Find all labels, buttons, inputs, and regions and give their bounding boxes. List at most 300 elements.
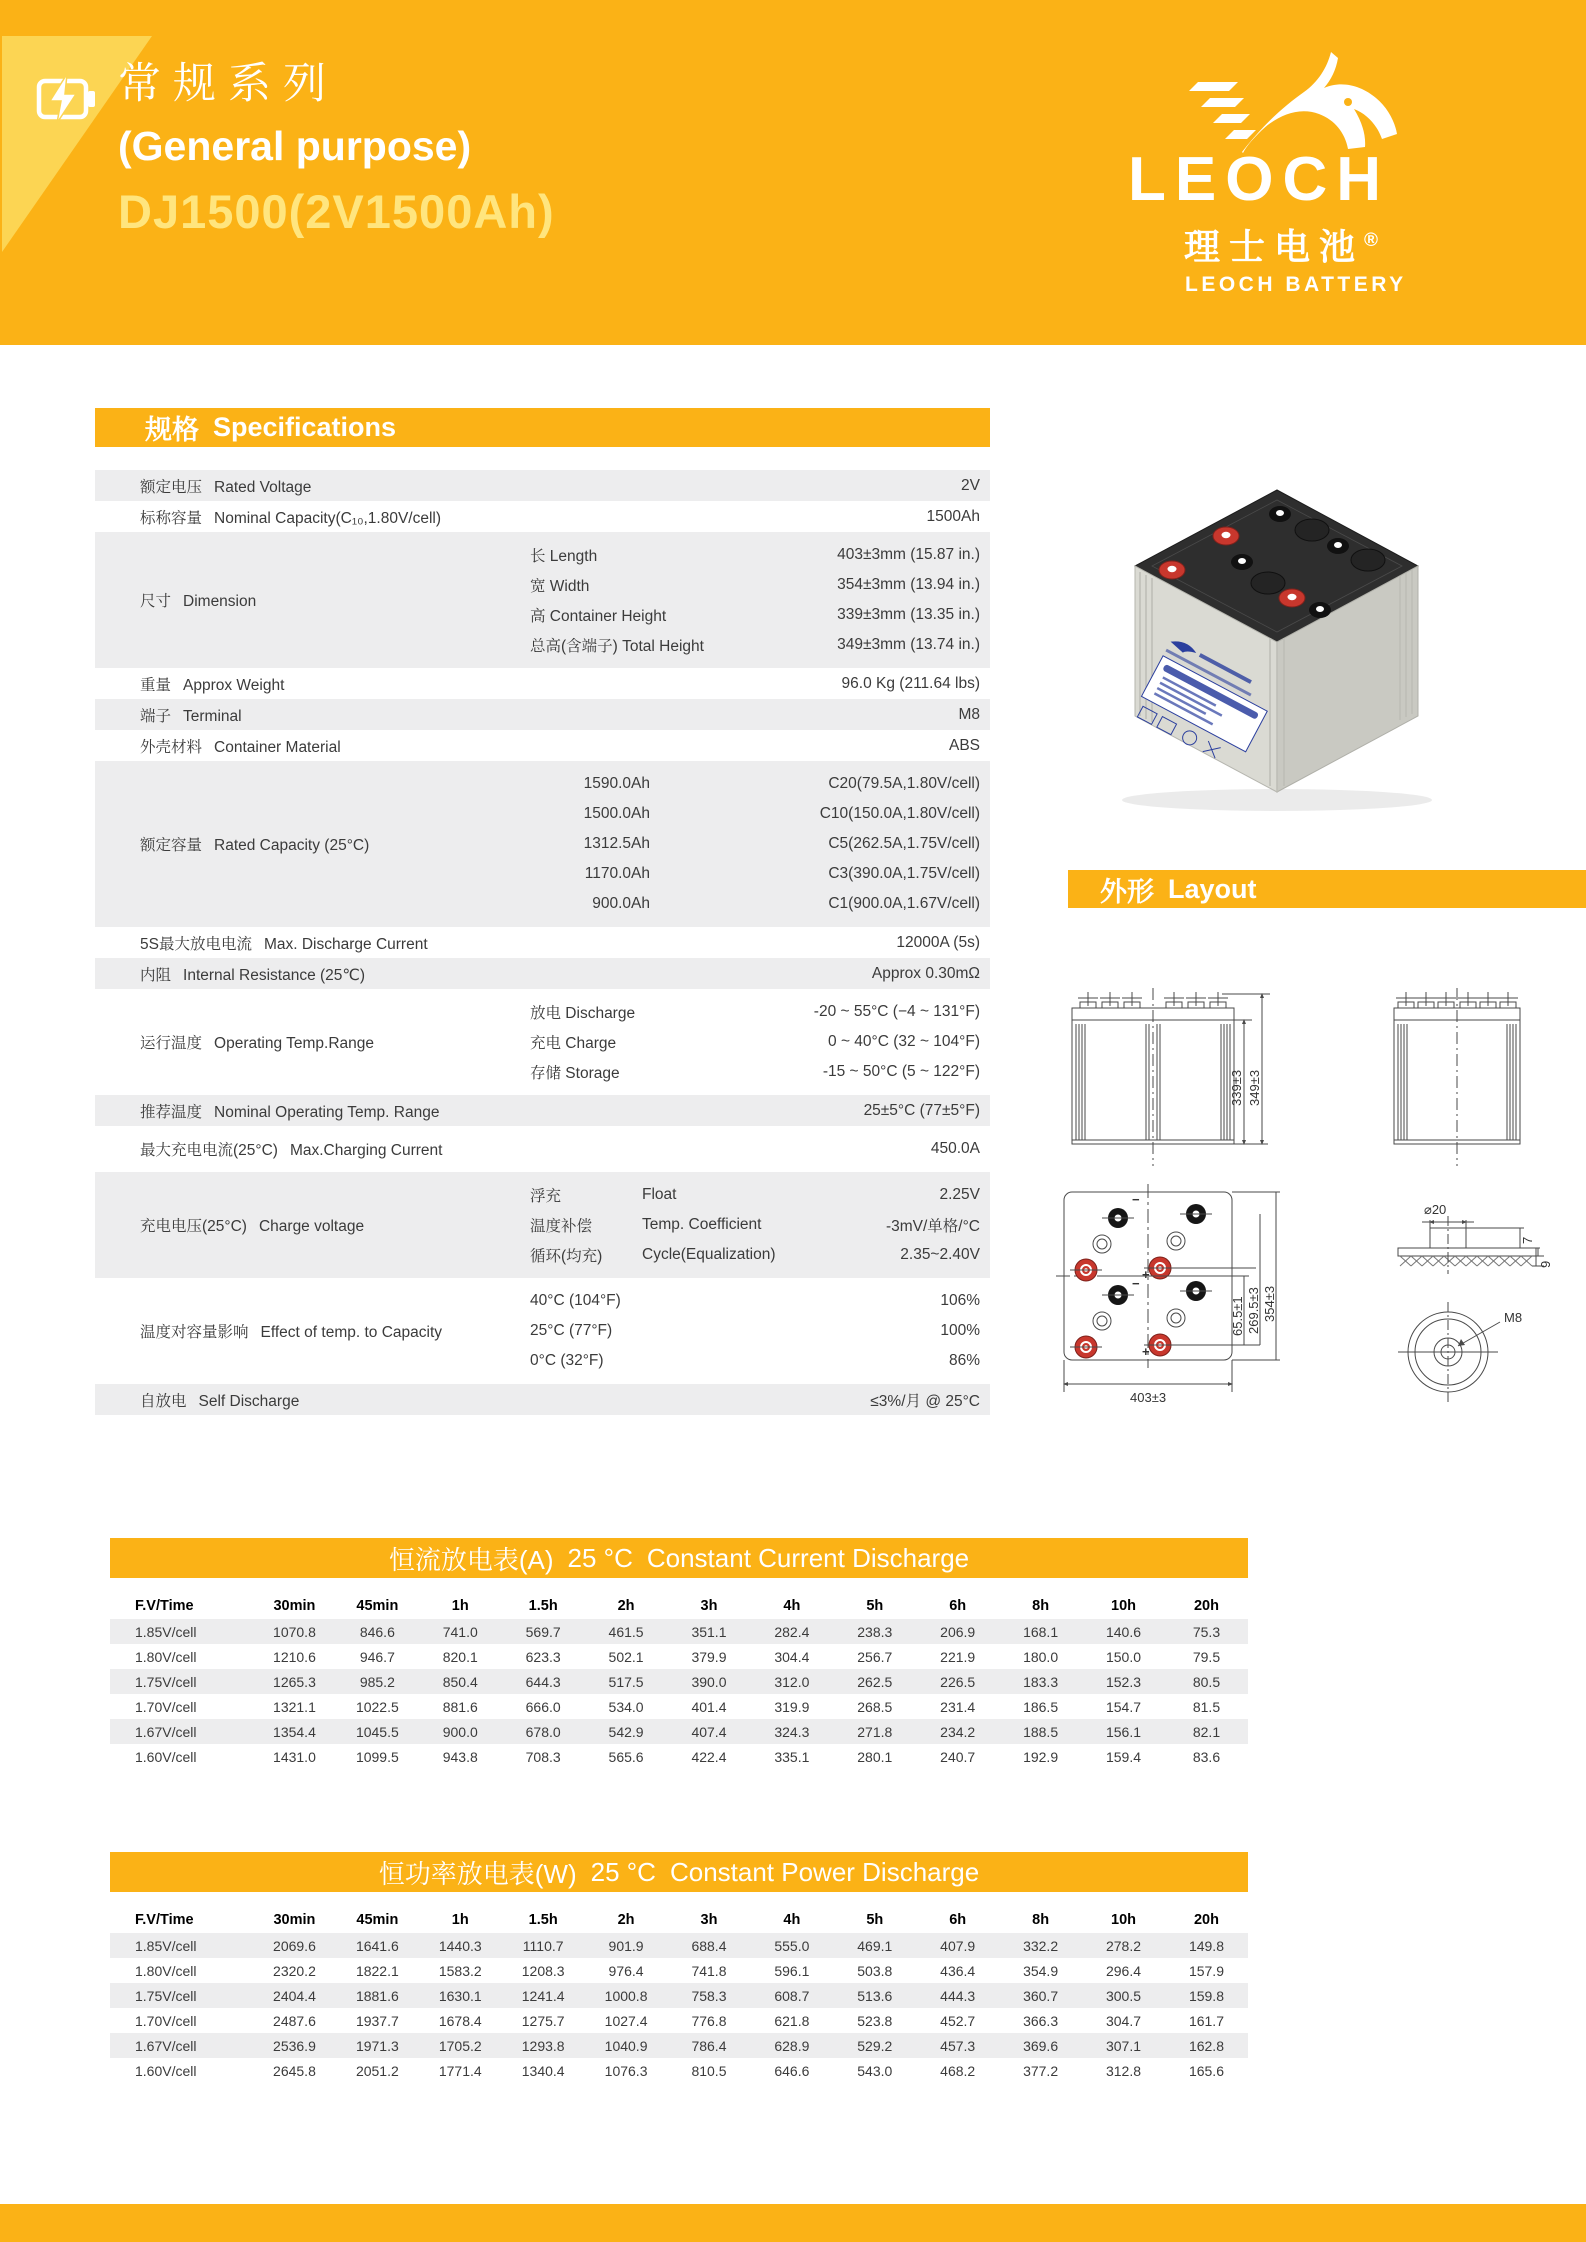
discharge-cell: 157.9 [1188,1962,1224,1979]
discharge-cell: 2320.2 [273,1962,316,1979]
discharge-row-label: 1.60V/cell [135,1748,197,1765]
spec-label-en: Self Discharge [198,1392,300,1410]
spec-sub-label: 1590.0Ah [583,775,650,792]
spec-label-cn: 运行温度 [140,1035,203,1052]
logo-word: LEOCH [1128,145,1390,214]
discharge-col-header: 20h [1193,1911,1219,1928]
constant-power-discharge-band [110,1852,1248,1892]
discharge-cell: 390.0 [691,1673,727,1690]
spec-label [95,506,530,528]
dim-thread: M8 [1504,1310,1523,1325]
logo-en: LEOCH BATTERY [1185,273,1407,296]
spec-label-en: Terminal [183,707,242,725]
spec-subrow [530,889,990,919]
dim-terminal-diameter: ⌀20 [1424,1202,1447,1217]
discharge-row [110,2008,1248,2033]
spec-subrow [530,997,990,1027]
discharge-row-label: 1.80V/cell [135,1962,197,1979]
discharge-col-header: 45min [356,1911,399,1928]
terminal-detail-drawing [1386,1200,1566,1415]
discharge-cell: 786.4 [691,2037,727,2054]
spec-label [95,833,530,855]
discharge-col-header: 2h [617,1597,635,1614]
spec-subrow [530,1057,990,1087]
constant-current-discharge-band [110,1538,1248,1578]
logo-cn-text: 理士电池 [1184,226,1365,267]
spec-row [95,927,990,958]
spec-sub-value: 403±3mm (15.87 in.) [837,546,980,563]
discharge-cell: 304.7 [1105,2012,1142,2029]
spec-sub-label: 充电 Charge [530,1035,617,1052]
spec-sub-value: 349±3mm (13.74 in.) [837,636,980,653]
discharge-row [110,1719,1248,1744]
discharge-cell: 1099.5 [355,1748,399,1765]
discharge-cell: 1208.3 [521,1962,565,1979]
spec-sub-en: Temp. Coefficient [642,1216,762,1233]
discharge-cell: 231.4 [940,1698,976,1715]
discharge-row [110,1619,1248,1644]
spec-row [95,761,990,927]
discharge-cell: 206.9 [940,1623,976,1640]
spec-sub-label: 1170.0Ah [584,865,650,882]
discharge-cell: 312.8 [1105,2062,1142,2079]
spec-label-cn: 额定电压 [140,478,203,496]
discharge-cell: 159.4 [1105,1748,1142,1765]
discharge-cell: 168.1 [1023,1623,1059,1640]
spec-subrow [530,769,990,799]
minus-mark: − [1132,1192,1140,1207]
discharge-col-header: 1.5h [528,1911,558,1928]
discharge-cell: 644.3 [525,1673,561,1690]
spec-label-cn: 最大充电电流(25°C) [140,1142,278,1159]
discharge-col-header: 8h [1032,1597,1050,1614]
discharge-cell: 628.9 [774,2037,810,2054]
discharge-cell: 1822.1 [355,1962,399,1979]
spec-sub-cn: 浮充 [530,1188,562,1205]
discharge-cell: 1583.2 [438,1962,482,1979]
plus-mark: + [1142,1267,1150,1282]
spec-label-cn: 重量 [140,676,172,694]
specifications-title-cn: 规格 [145,415,199,445]
discharge-cell: 1027.4 [604,2012,648,2029]
plus-mark: + [1142,1344,1150,1359]
discharge-cell: 268.5 [857,1698,893,1715]
discharge-cell: 377.2 [1023,2062,1059,2079]
discharge-cell: 517.5 [608,1673,644,1690]
discharge-cell: 646.6 [774,2062,810,2079]
discharge-cell: 1440.3 [438,1937,482,1954]
spec-label-en: Nominal Capacity(C₁₀,1.80V/cell) [214,509,442,527]
spec-label [95,1320,530,1342]
spec-row [95,1126,990,1172]
discharge-cell: 80.5 [1192,1673,1221,1690]
discharge-cell: 75.3 [1192,1623,1221,1640]
brand-logo [1128,40,1498,297]
discharge-cell: 1110.7 [522,1937,564,1954]
spec-label-en: Dimension [183,593,257,610]
spec-sub-value: -20 ~ 55°C (−4 ~ 131°F) [813,1003,980,1020]
layout-title-en: Layout [1168,873,1257,904]
discharge-col-header: 8h [1032,1911,1050,1928]
discharge-cell: 183.3 [1023,1673,1059,1690]
discharge-col-header: 3h [700,1911,718,1928]
spec-row [95,958,990,989]
discharge-cell: 1022.5 [355,1698,399,1715]
discharge-cell: 741.0 [442,1623,478,1640]
spec-subrows [530,540,990,660]
spec-subrow [530,570,990,600]
discharge-cell: 282.4 [774,1623,810,1640]
spec-label-cn: 额定容量 [140,837,203,854]
layout-title-cn: 外形 [1100,876,1154,907]
spec-sub-value: -3mV/单格/°C [885,1218,980,1235]
title-block [118,50,555,239]
discharge-col-header: 30min [273,1597,316,1614]
discharge-cell: 240.7 [940,1748,976,1765]
discharge-col-header: F.V/Time [135,1911,194,1928]
discharge-row-label: 1.67V/cell [135,2037,197,2054]
discharge-cell: 943.8 [442,1748,478,1765]
discharge-row-label: 1.80V/cell [135,1648,197,1665]
discharge-row [110,1983,1248,2008]
spec-value: Approx 0.30mΩ [871,964,980,982]
spec-row [95,1384,990,1415]
spec-subrows [530,1180,990,1270]
discharge-col-header: 3h [700,1597,718,1614]
spec-label-en: Container Material [214,738,341,756]
discharge-cell: 154.7 [1105,1698,1142,1715]
discharge-cell: 360.7 [1023,1987,1059,2004]
discharge-cell: 436.4 [940,1962,976,1979]
spec-label-cn: 充电电压(25°C) [140,1218,247,1235]
discharge-cell: 351.1 [691,1623,727,1640]
discharge-cell: 156.1 [1105,1723,1142,1740]
spec-sub-label: 1500.0Ah [583,805,650,822]
discharge-cell: 608.7 [774,1987,810,2004]
spec-label-en: Rated Voltage [214,478,312,496]
discharge-cell: 2404.4 [273,1987,316,2004]
constant-current-discharge-section [110,1538,1248,1769]
spec-subrow [530,859,990,889]
spec-row [95,1278,990,1384]
discharge-cell: 543.0 [857,2062,893,2079]
discharge-col-header: 1h [451,1911,469,1928]
spec-label-en: Max.Charging Current [289,1142,443,1159]
discharge-row-label: 1.70V/cell [135,1698,197,1715]
discharge-cell: 555.0 [774,1937,810,1954]
spec-subrow [530,799,990,829]
discharge-cell: 296.4 [1105,1962,1142,1979]
constant-current-discharge-table [110,1592,1248,1769]
spec-label-cn: 温度对容量影响 [140,1324,249,1341]
discharge-cell: 1275.7 [521,2012,565,2029]
discharge-cell: 366.3 [1023,2012,1059,2029]
spec-label [95,1214,530,1236]
spec-label-en: Effect of temp. to Capacity [260,1324,443,1341]
discharge-cell: 1076.3 [604,2062,648,2079]
spec-label-cn: 外壳材料 [140,738,203,756]
discharge-cell: 469.1 [857,1937,893,1954]
discharge-col-header: 1.5h [528,1597,558,1614]
spec-subrow [530,1210,990,1240]
discharge-cell: 1293.8 [521,2037,565,2054]
discharge-cell: 1678.4 [438,2012,482,2029]
discharge-cell: 238.3 [857,1623,893,1640]
spec-row [95,501,990,532]
spec-row [95,699,990,730]
dim-total-height: 349±3 [1247,1069,1262,1106]
discharge-cell: 881.6 [442,1698,478,1715]
discharge-cell: 741.8 [691,1962,727,1979]
discharge-cell: 335.1 [774,1748,810,1765]
footer-bar [0,2204,1586,2242]
battery-bolt-icon [36,70,98,126]
discharge-row-label: 1.75V/cell [135,1673,197,1690]
spec-label [95,1138,530,1160]
spec-sub-value: C1(900.0A,1.67V/cell) [828,895,980,912]
discharge-cell: 221.9 [940,1648,976,1665]
discharge-cell: 708.3 [525,1748,561,1765]
spec-sub-label: 1312.5Ah [583,835,650,852]
discharge-cell: 312.0 [774,1673,810,1690]
discharge-cell: 565.6 [608,1748,644,1765]
discharge-cell: 83.6 [1192,1748,1221,1765]
spec-subrow [530,1346,990,1376]
discharge-cell: 152.3 [1105,1673,1142,1690]
discharge-cell: 304.4 [774,1648,810,1665]
discharge-cell: 1771.4 [438,2062,482,2079]
spec-sub-value: 0 ~ 40°C (32 ~ 104°F) [828,1033,980,1050]
discharge-cell: 300.5 [1105,1987,1142,2004]
discharge-col-header: F.V/Time [135,1597,194,1614]
discharge-cell: 162.8 [1188,2037,1224,2054]
spec-value: M8 [958,705,980,723]
minus-mark: − [1132,1276,1140,1291]
dim-width: 354±3 [1262,1285,1277,1322]
spec-label-en: Nominal Operating Temp. Range [214,1103,440,1121]
spec-sub-en: Cycle(Equalization) [642,1246,776,1263]
discharge-col-header: 5h [866,1911,884,1928]
specifications-title-en: Specifications [213,412,397,442]
discharge-cell: 976.4 [608,1962,644,1979]
discharge-row-label: 1.67V/cell [135,1723,197,1740]
spec-label [95,1031,530,1053]
discharge-col-header: 10h [1111,1911,1137,1928]
discharge-cell: 1265.3 [273,1673,316,1690]
discharge-cell: 2069.6 [273,1937,316,1954]
discharge-cell: 324.3 [774,1723,810,1740]
discharge-cell: 1971.3 [355,2037,399,2054]
spec-sub-value: 339±3mm (13.35 in.) [837,606,980,623]
spec-label-cn: 内阻 [140,966,172,984]
discharge-cell: 946.7 [359,1648,395,1665]
spec-label [95,589,530,611]
discharge-cell: 596.1 [774,1962,810,1979]
discharge-col-header: 45min [356,1597,399,1614]
spec-subrows [530,997,990,1087]
spec-subrow [530,1286,990,1316]
side-view-drawing [1386,974,1536,1174]
spec-label [95,735,530,757]
discharge-cell: 758.3 [691,1987,727,2004]
spec-row [95,470,990,501]
discharge-cell: 1210.6 [273,1648,316,1665]
discharge-cell: 192.9 [1023,1748,1059,1765]
discharge-col-header: 30min [273,1911,316,1928]
discharge-cell: 452.7 [940,2012,976,2029]
discharge-cell: 149.8 [1188,1937,1224,1954]
spec-sub-value: C10(150.0A,1.80V/cell) [819,805,980,822]
discharge-cell: 82.1 [1192,1723,1221,1740]
spec-value: 96.0 Kg (211.64 lbs) [841,674,980,692]
discharge-cell: 444.3 [940,1987,976,2004]
spec-sub-value: -15 ~ 50°C (5 ~ 122°F) [822,1063,980,1080]
discharge-col-header: 2h [617,1911,635,1928]
specifications-band [95,408,990,447]
discharge-cell: 1000.8 [604,1987,648,2004]
discharge-cell: 901.9 [608,1937,644,1954]
discharge-cell: 688.4 [691,1937,727,1954]
constant-power-discharge-section [110,1852,1248,2083]
spec-label-cn: 标称容量 [140,509,203,527]
spec-sub-value: 86% [948,1352,980,1369]
discharge-cell: 1937.7 [355,2012,399,2029]
discharge-cell: 820.1 [442,1648,478,1665]
discharge-cell: 1040.9 [604,2037,648,2054]
discharge-row-label: 1.70V/cell [135,2012,197,2029]
cp-title-temp: 25 °C [590,1856,656,1887]
spec-value: ABS [948,736,980,754]
discharge-cell: 262.5 [857,1673,893,1690]
discharge-col-header: 10h [1111,1597,1137,1614]
discharge-cell: 180.0 [1023,1648,1059,1665]
spec-label-en: Rated Capacity (25°C) [214,837,370,854]
spec-label-en: Operating Temp.Range [214,1035,374,1052]
discharge-col-header: 5h [866,1597,884,1614]
spec-value: 25±5°C (77±5°F) [863,1101,980,1119]
spec-label-cn: 推荐温度 [140,1103,203,1121]
discharge-cell: 278.2 [1105,1937,1142,1954]
cc-title-temp: 25 °C [567,1542,633,1573]
discharge-cell: 79.5 [1192,1648,1221,1665]
discharge-cell: 678.0 [525,1723,561,1740]
spec-value: 2V [961,476,980,494]
discharge-row [110,1933,1248,1958]
spec-label-en: Internal Resistance (25℃) [183,966,365,984]
discharge-cell: 140.6 [1105,1623,1142,1640]
discharge-cell: 1705.2 [438,2037,482,2054]
cc-title-cn: 恒流放电表(A) [388,1544,554,1575]
discharge-cell: 1070.8 [273,1623,316,1640]
discharge-cell: 569.7 [525,1623,561,1640]
spec-label-cn: 尺寸 [140,593,172,610]
spec-value: 450.0A [930,1140,980,1157]
discharge-row [110,1644,1248,1669]
discharge-row [110,2033,1248,2058]
horse-icon [1180,40,1410,158]
spec-subrow [530,1027,990,1057]
discharge-cell: 461.5 [608,1623,644,1640]
spec-sub-en: Float [642,1186,677,1203]
discharge-header-row [110,1906,1248,1933]
spec-subrows [530,1286,990,1376]
discharge-cell: 1881.6 [355,1987,399,2004]
spec-value: 1500Ah [926,507,980,525]
discharge-cell: 1241.4 [521,1987,565,2004]
discharge-row [110,2058,1248,2083]
discharge-col-header: 4h [783,1597,801,1614]
spec-sub-label: 0°C (32°F) [530,1352,604,1369]
discharge-cell: 161.7 [1188,2012,1224,2029]
spec-row [95,1172,990,1278]
model-title: DJ1500(2V1500Ah) [118,185,555,238]
dim-terminal-pitch-b: 269.5±3 [1246,1287,1261,1334]
spec-subrow [530,829,990,859]
discharge-col-header: 6h [949,1597,967,1614]
discharge-cell: 1431.0 [273,1748,316,1765]
discharge-col-header: 1h [451,1597,469,1614]
spec-value: ≤3%/月 @ 25°C [870,1392,980,1410]
discharge-cell: 1354.4 [273,1723,316,1740]
discharge-cell: 900.0 [442,1723,478,1740]
discharge-cell: 319.9 [774,1698,810,1715]
discharge-header-row [110,1592,1248,1619]
discharge-cell: 985.2 [359,1673,395,1690]
spec-label [95,1100,530,1122]
spec-sub-label: 高 Container Height [530,608,667,625]
spec-subrow [530,600,990,630]
discharge-cell: 422.4 [691,1748,727,1765]
discharge-cell: 776.8 [691,2012,727,2029]
spec-label [95,963,530,985]
discharge-cell: 401.4 [691,1698,727,1715]
discharge-cell: 81.5 [1192,1698,1221,1715]
spec-label [95,673,530,695]
spec-sub-label: 放电 Discharge [530,1005,636,1022]
dim-post-height: 7 [1520,1236,1535,1244]
discharge-cell: 1321.1 [273,1698,316,1715]
spec-label [95,704,530,726]
spec-subrow [530,1240,990,1270]
discharge-cell: 407.4 [691,1723,727,1740]
cc-title-en: Constant Current Discharge [646,1542,970,1573]
discharge-cell: 542.9 [608,1723,644,1740]
discharge-cell: 256.7 [857,1648,893,1665]
spec-subrow [530,1180,990,1210]
discharge-col-header: 4h [783,1911,801,1928]
spec-sub-value: 2.25V [939,1186,980,1203]
discharge-col-header: 20h [1193,1597,1219,1614]
discharge-cell: 1045.5 [355,1723,399,1740]
discharge-cell: 513.6 [857,1987,893,2004]
spec-row [95,989,990,1095]
spec-sub-label: 900.0Ah [592,895,650,912]
spec-row [95,532,990,668]
discharge-row-label: 1.60V/cell [135,2062,197,2079]
discharge-cell: 280.1 [857,1748,893,1765]
layout-band [1068,870,1586,908]
discharge-cell: 2051.2 [355,2062,399,2079]
registered-mark: ® [1364,230,1379,251]
discharge-cell: 369.6 [1023,2037,1059,2054]
spec-value: 12000A (5s) [896,933,980,951]
logo-cn [1128,219,1498,270]
header-band [0,0,1586,345]
spec-sub-cn: 循环(均充) [530,1248,603,1265]
spec-label-en: Max. Discharge Current [263,935,428,953]
dim-post-depth: 9 [1538,1260,1553,1268]
spec-sub-value: 2.35~2.40V [900,1246,980,1263]
